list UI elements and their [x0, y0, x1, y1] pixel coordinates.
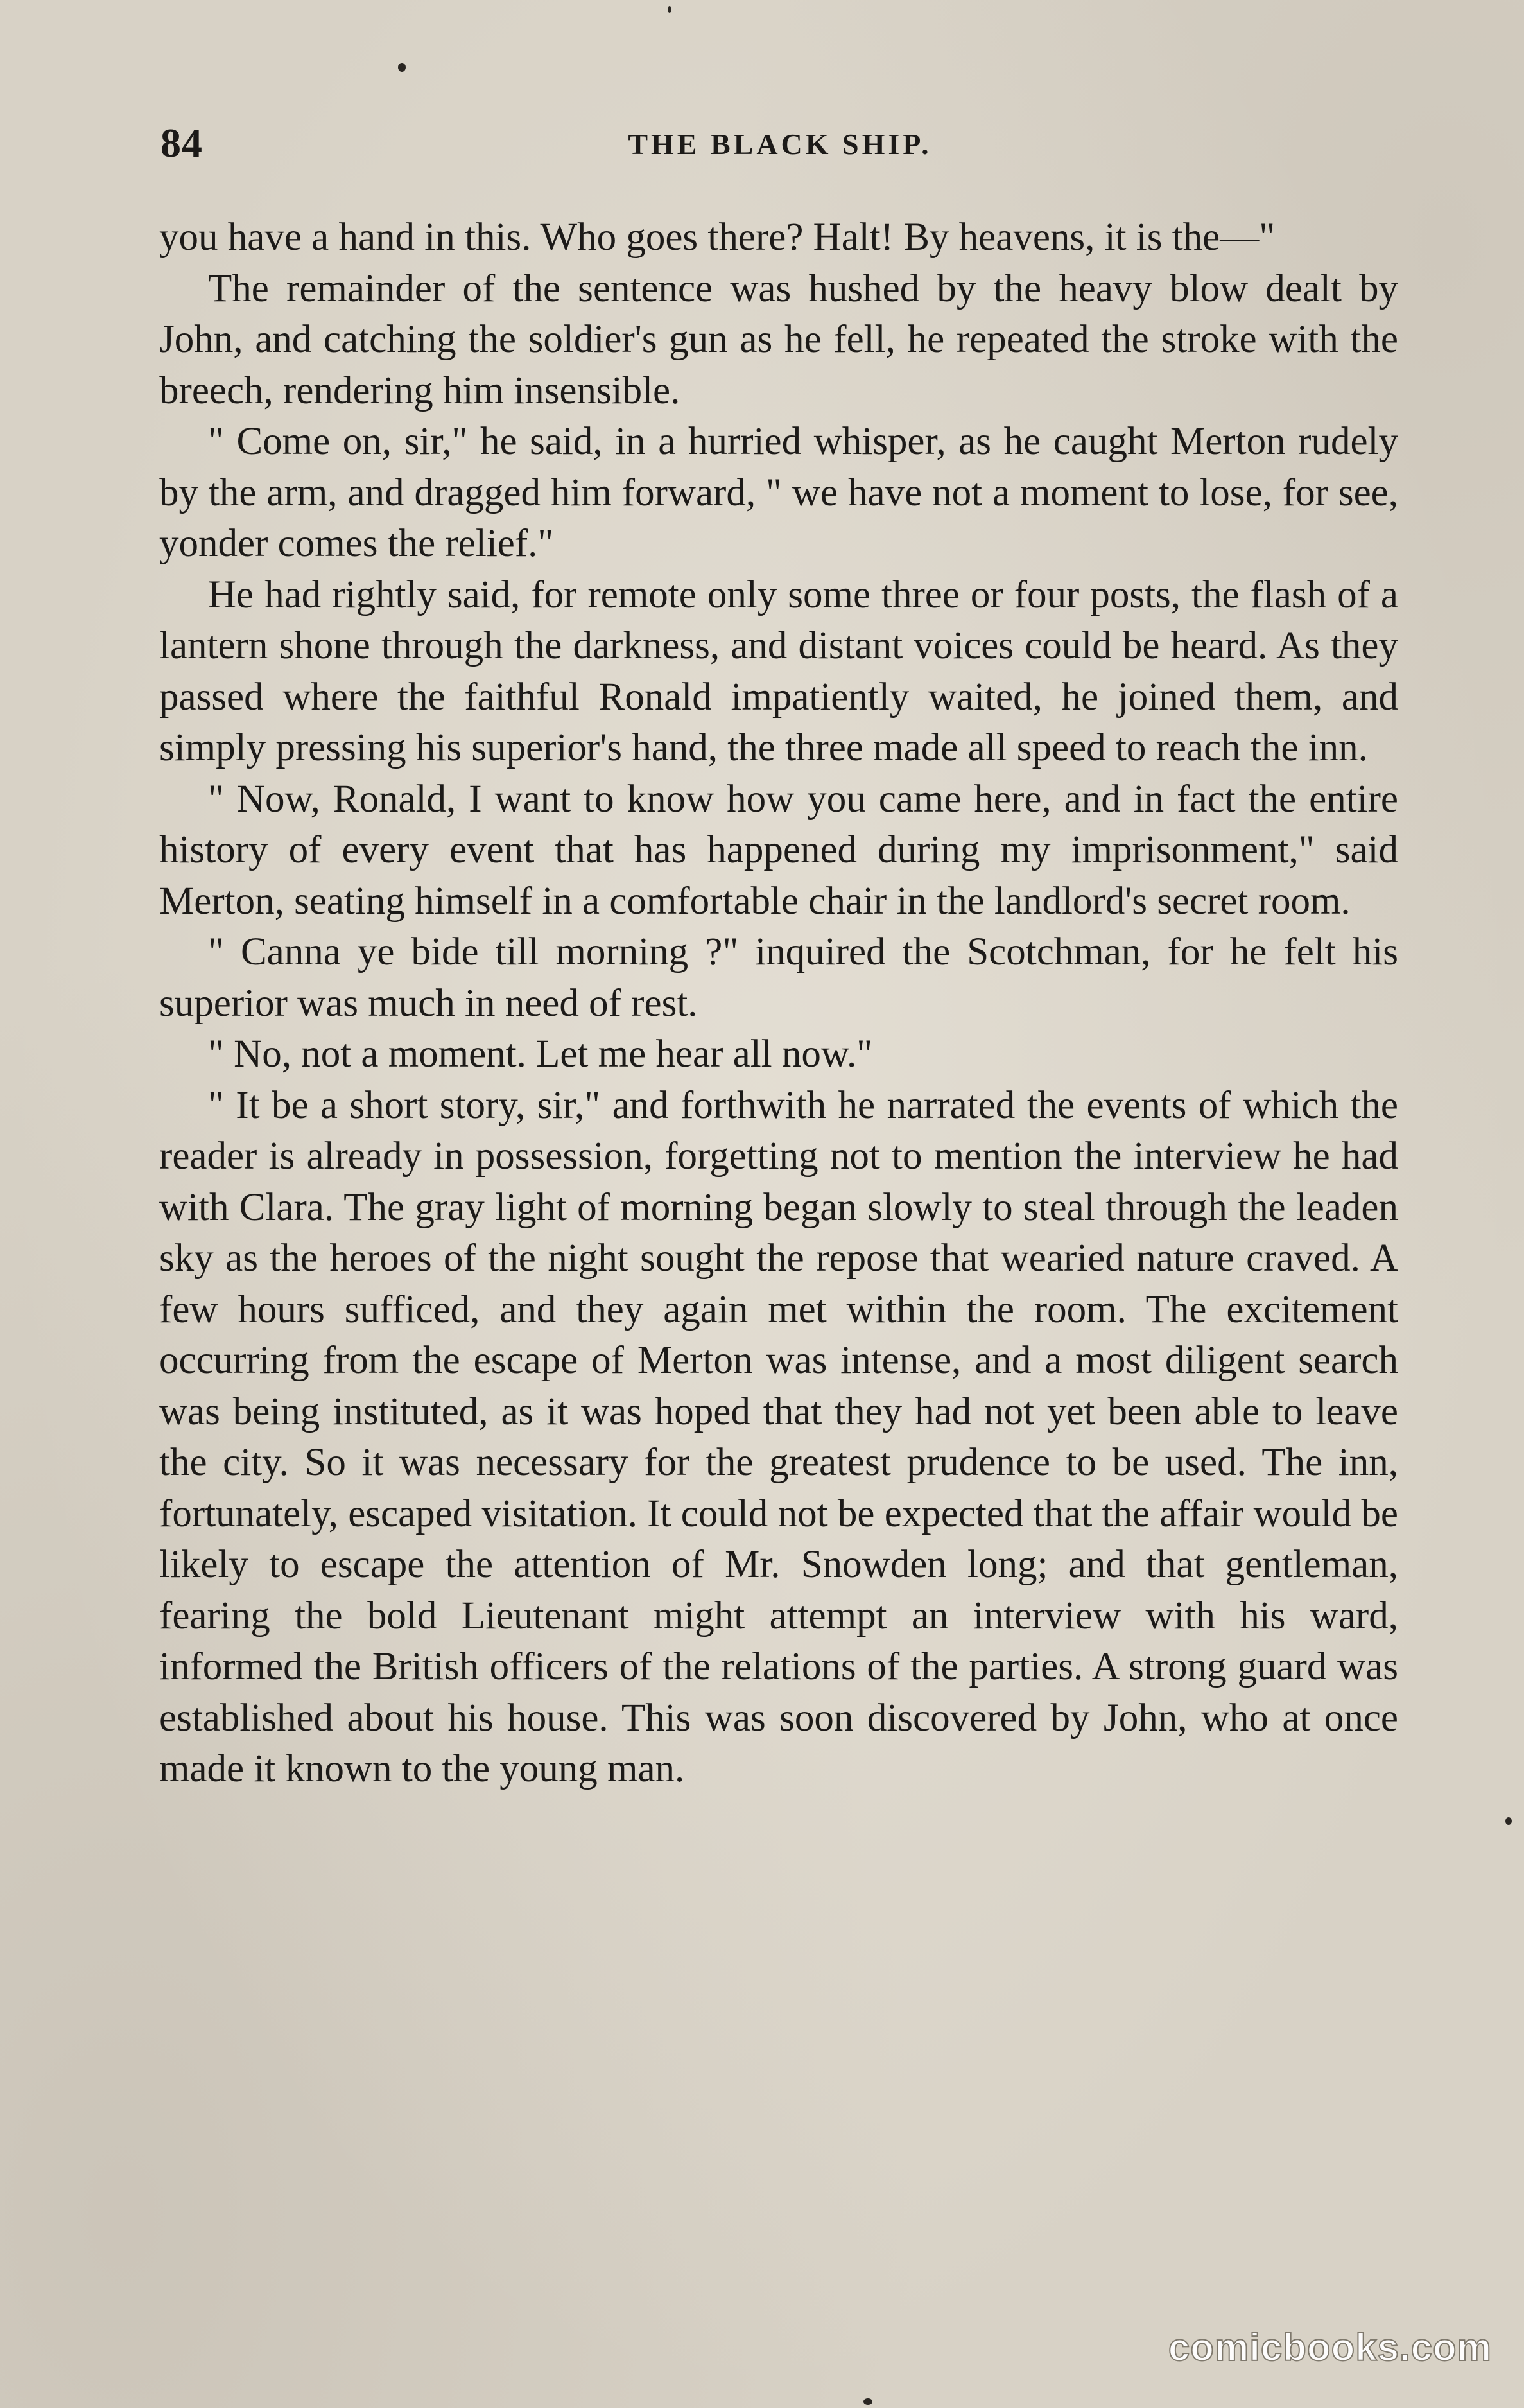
paragraph: The remainder of the sentence was hushed by the heavy blow dealt by John, and catching the soldier's gun as he fell, he repeated the stroke with the breech, rendering him insensible.	[159, 266, 1398, 412]
ink-speck	[863, 2398, 872, 2405]
paragraph: " Come on, sir," he said, in a hurried whisper, as he caught Merton rudely by the arm, and dragged him forward, " we have not a moment to lose, for see, yonder comes the relief."	[159, 420, 1398, 565]
running-title: THE BLACK SHIP.	[628, 128, 932, 161]
ink-speck	[668, 6, 671, 13]
paragraph: " It be a short story, sir," and forthwith he narrated the events of which the reader is already in possession, forgetting not to mention the interview he had with Clara. The gray light of morning began slowly to steal through the leaden sky as the heroes of the night sought the repose that wearied nature craved. A few hours sufficed, and they again met within the room. The excitement occurring from the escape of Merton was intense, and a most diligent search was being instituted, as it was hoped that they had not yet been able to leave the city. So it was necessary for the greatest prudence to be used. The inn, fortunately, escaped visitation. It could not be expected that the affair would be likely to escape the attention of Mr. Snowden long; and that gentleman, fearing the bold Lieutenant might attempt an interview with his ward, informed the British officers of the relations of the parties. A strong guard was established about his house. This was soon discovered by John, who at once made it known to the young man.	[159, 1083, 1398, 1790]
paragraph: " Canna ye bide till morning ?" inquired the Scotchman, for he felt his superior was much in need of rest.	[159, 930, 1398, 1025]
page-number: 84	[160, 120, 203, 166]
paragraph: " No, not a moment. Let me hear all now."	[208, 1033, 873, 1076]
watermark: comicbooks.com	[1168, 2326, 1492, 2369]
paragraph-continued: you have a hand in this. Who goes there? Halt! By heavens, it is the—"	[159, 216, 1276, 259]
ink-speck	[1505, 1817, 1512, 1825]
ink-speck	[398, 63, 406, 72]
body-text	[159, 212, 1398, 1795]
paragraph: He had rightly said, for remote only some three or four posts, the flash of a lantern shone through the darkness, and distant voices could be heard. As they passed where the faithful Ronald impatiently waited, he joined them, and simply pressing his superior's hand, the three made all speed to reach the inn.	[159, 573, 1398, 769]
paragraph: " Now, Ronald, I want to know how you came here, and in fact the entire history of every event that has happened during my imprisonment," said Merton, seating himself in a comfortable chair in the landlord's secret room.	[159, 777, 1398, 923]
page-header	[160, 116, 1399, 173]
